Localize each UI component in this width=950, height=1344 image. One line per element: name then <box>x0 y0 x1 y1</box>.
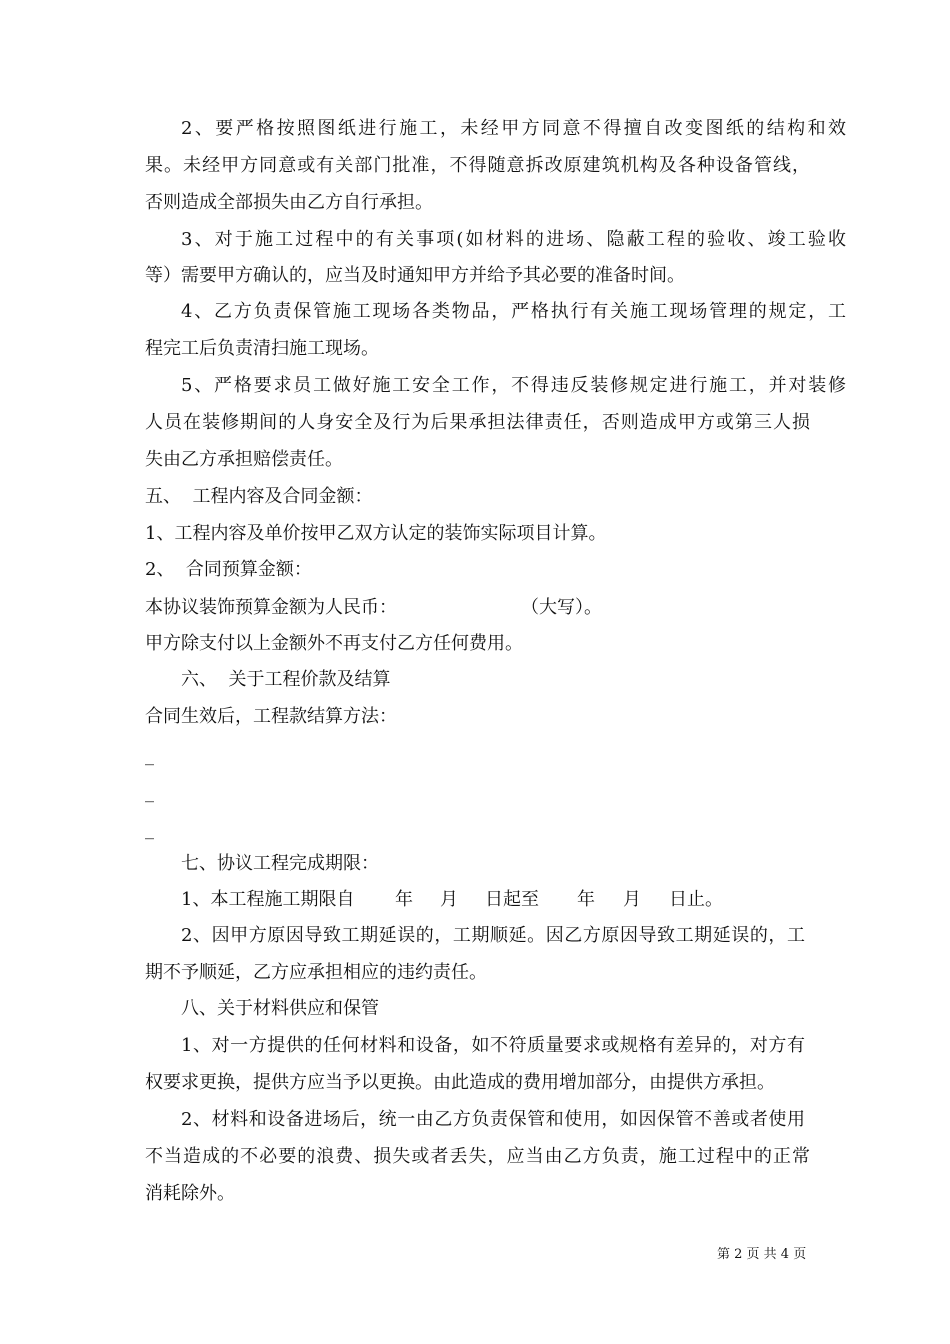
section-7-item-1-start: 1、本工程施工期限自 <box>181 889 355 910</box>
paragraph-5-line-3: 失由乙方承担赔偿责任。 <box>145 449 343 470</box>
blank-line-1: _ <box>145 745 154 766</box>
section-7-item-1-year-1: 年 <box>395 889 413 910</box>
blank-line-2: _ <box>145 782 154 803</box>
section-7-item-2-line-1: 2、因甲方原因导致工期延误的，工期顺延。因乙方原因导致工期延误的，工 <box>181 925 805 946</box>
section-7-item-1-from: 日起至 <box>485 889 539 910</box>
paragraph-3-line-1: 3、对于施工过程中的有关事项(如材料的进场、隐蔽工程的验收、竣工验收 <box>181 229 846 250</box>
paragraph-2-line-2: 果。未经甲方同意或有关部门批准，不得随意拆改原建筑机构及各种设备管线， <box>145 155 810 176</box>
section-5-item-2: 2、 合同预算金额： <box>145 559 312 580</box>
paragraph-2-line-1: 2、要严格按照图纸进行施工，未经甲方同意不得擅自改变图纸的结构和效 <box>181 118 846 139</box>
section-6-text: 合同生效后，工程款结算方法： <box>145 706 397 727</box>
paragraph-4-line-1: 4、乙方负责保管施工现场各类物品，严格执行有关施工现场管理的规定，工 <box>181 301 846 322</box>
section-7-item-1-until: 日止。 <box>669 889 723 910</box>
section-8-title: 八、关于材料供应和保管 <box>181 998 379 1019</box>
section-7-item-1-month-1: 月 <box>440 889 458 910</box>
blank-line-3: _ <box>145 819 154 840</box>
section-5-item-1: 1、工程内容及单价按甲乙双方认定的装饰实际项目计算。 <box>145 523 607 544</box>
paragraph-2-line-3: 否则造成全部损失由乙方自行承担。 <box>145 192 433 213</box>
section-6-title: 六、 关于工程价款及结算 <box>181 669 391 690</box>
paragraph-3-line-2: 等）需要甲方确认的，应当及时通知甲方并给予其必要的准备时间。 <box>145 265 685 286</box>
section-5-title: 五、 工程内容及合同金额： <box>145 486 373 507</box>
paragraph-5-line-2: 人员在装修期间的人身安全及行为后果承担法律责任，否则造成甲方或第三人损 <box>145 412 810 433</box>
paragraph-4-line-2: 程完工后负责清扫施工现场。 <box>145 338 379 359</box>
section-8-item-2-line-3: 消耗除外。 <box>145 1183 235 1204</box>
section-7-item-1-month-2: 月 <box>623 889 641 910</box>
paragraph-5-line-1: 5、严格要求员工做好施工安全工作，不得违反装修规定进行施工，并对装修 <box>181 375 846 396</box>
section-7-item-1-year-2: 年 <box>577 889 595 910</box>
page-number: 第 2 页 共 4 页 <box>717 1247 807 1262</box>
section-7-title: 七、协议工程完成期限： <box>181 853 379 874</box>
budget-amount-prefix: 本协议装饰预算金额为人民币： <box>145 597 397 618</box>
section-5-note: 甲方除支付以上金额外不再支付乙方任何费用。 <box>145 633 523 654</box>
section-8-item-1-line-1: 1、对一方提供的任何材料和设备，如不符质量要求或规格有差异的，对方有 <box>181 1035 805 1056</box>
budget-amount-suffix: （大写）。 <box>521 597 602 618</box>
section-8-item-1-line-2: 权要求更换，提供方应当予以更换。由此造成的费用增加部分，由提供方承担。 <box>145 1072 775 1093</box>
section-7-item-2-line-2: 期不予顺延，乙方应承担相应的违约责任。 <box>145 962 487 983</box>
section-8-item-2-line-1: 2、材料和设备进场后，统一由乙方负责保管和使用，如因保管不善或者使用 <box>181 1109 805 1130</box>
section-8-item-2-line-2: 不当造成的不必要的浪费、损失或者丢失，应当由乙方负责，施工过程中的正常 <box>145 1146 810 1167</box>
